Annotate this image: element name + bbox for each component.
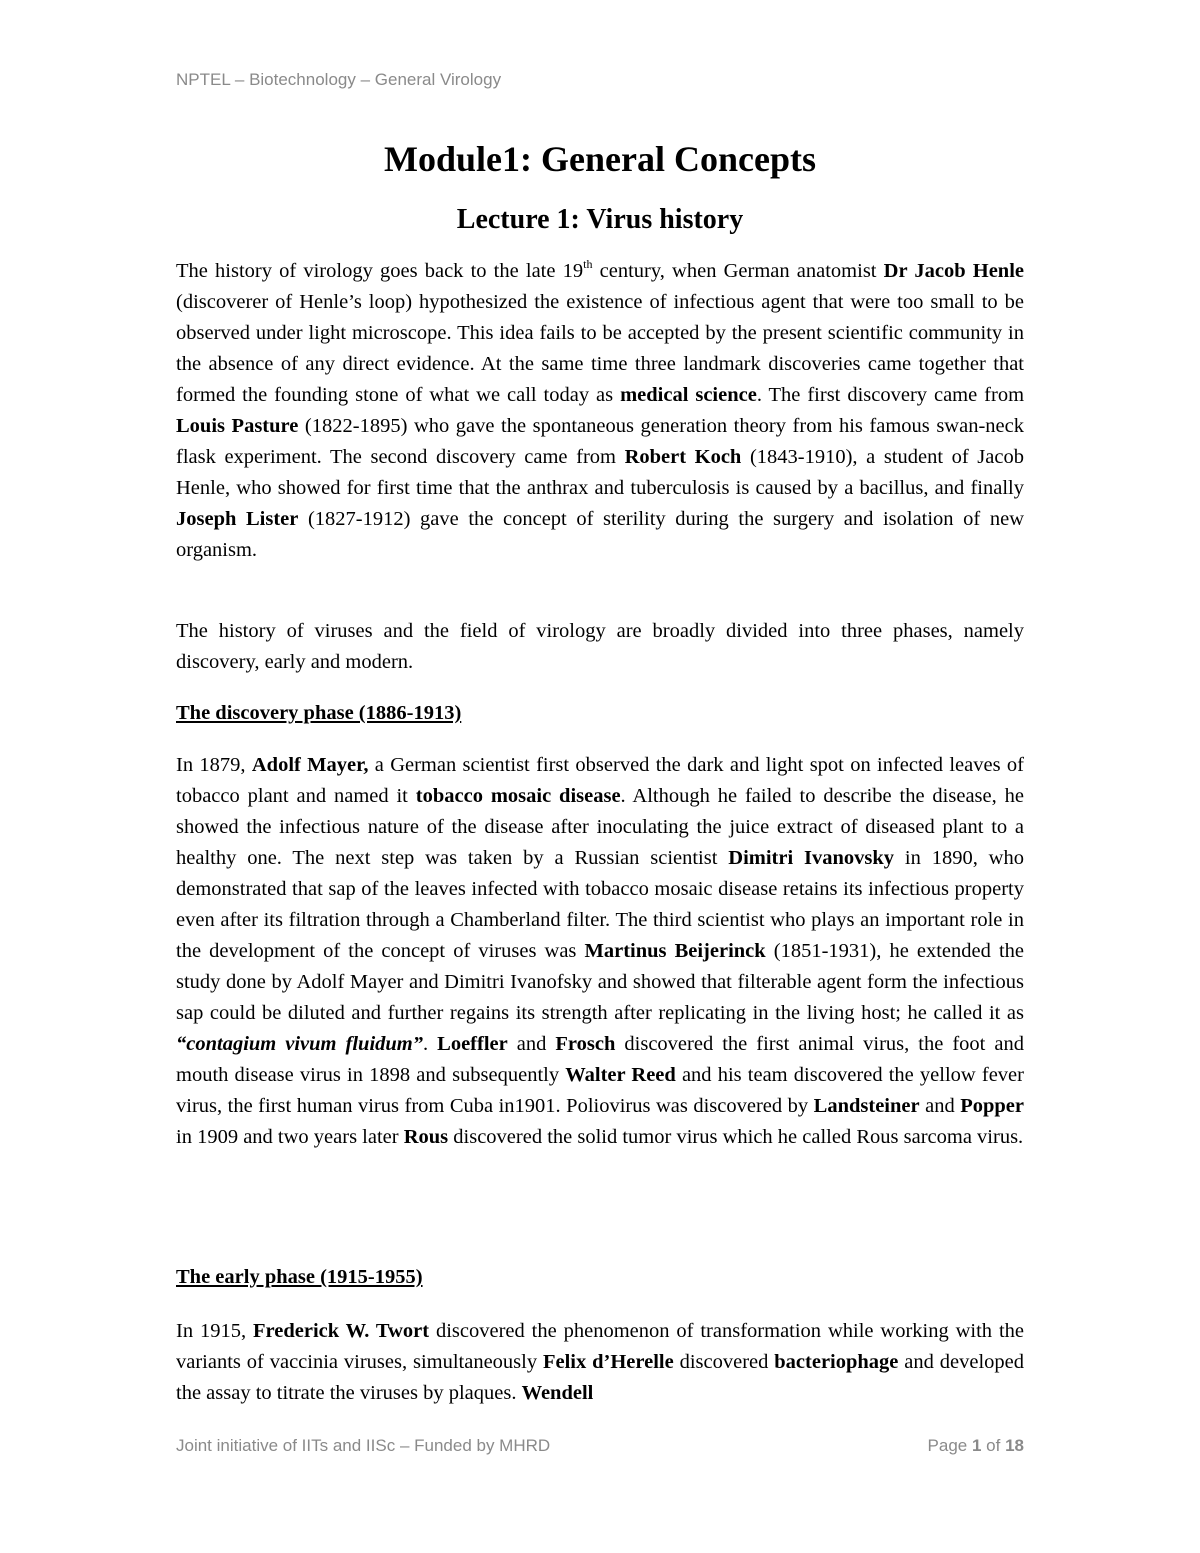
name-koch: Robert Koch — [624, 446, 742, 468]
paragraph-early: In 1915, Frederick W. Twort discovered the phenomenon of transformation while working with the variants of vaccinia viruses, simultaneously Felix d’Herelle discovered bacteriophage and developed the assay to titrate the viruses by plaques. Wendell — [176, 1320, 1025, 1404]
name-landsteiner: Landsteiner — [813, 1095, 920, 1117]
name-lister: Joseph Lister — [176, 508, 299, 530]
page-number: Page 1 of 18 — [927, 1436, 1024, 1455]
module-title: Module1: General Concepts — [384, 139, 816, 179]
name-reed: Walter Reed — [565, 1064, 676, 1086]
term-tobacco-mosaic: tobacco mosaic disease — [415, 785, 621, 807]
name-dherelle: Felix d’Herelle — [542, 1351, 674, 1373]
superscript-th: th — [583, 257, 593, 271]
paragraph-discovery: In 1879, Adolf Mayer, a German scientist first observed the dark and light spot on infected leaves of tobacco plant and named it tobacco mosaic disease. Although he failed to describe the disease, he showed the infectious nature of the disease after inoculating the juice extract of diseased plant to a healthy one. The next step was taken by a Russian scientist Dimitri Ivanovsky in 1890, who demonstrated that sap of the leaves infected with tobacco mosaic disease retains its infectious property even after its filtration through a Chamberland filter. The third scientist who plays an important role in the development of the concept of viruses was Martinus Beijerinck (1851-1931), he extended the study done by Adolf Mayer and Dimitri Ivanofsky and showed that filterable agent form the infectious sap could be diluted and further regains its strength after replicating in the living host; he called it as “contagium vivum fluidum”. Loeffler and Frosch discovered the first animal virus, the foot and mouth disease virus in 1898 and subsequently Walter Reed and his team discovered the yellow fever virus, the first human virus from Cuba in1901. Poliovirus was discovered by Landsteiner and Popper in 1909 and two years later Rous discovered the solid tumor virus which he called Rous sarcoma virus. — [176, 754, 1024, 1148]
footer-credit: Joint initiative of IITs and IISc – Funded by MHRD — [176, 1436, 551, 1455]
name-pasture: Louis Pasture — [176, 415, 299, 437]
name-mayer: Adolf Mayer, — [251, 754, 369, 776]
paragraph-intro: The history of virology goes back to the late 19th century, when German anatomist Dr Jacob Henle (discoverer of Henle’s loop) hypothesized the existence of infectious agent that were too small to be observed under light microscope. This idea fails to be accepted by the present scientific community in the absence of any direct evidence. At the same time three landmark discoveries came together that formed the founding stone of what we call today as medical science. The first discovery came from Louis Pasture (1822-1895) who gave the spontaneous generation theory from his famous swan-neck flask experiment. The second discovery came from Robert Koch (1843-1910), a student of Jacob Henle, who showed for first time that the anthrax and tuberculosis is caused by a bacillus, and finally Joseph Lister (1827-1912) gave the concept of sterility during the surgery and isolation of new organism. — [176, 257, 1025, 561]
heading-early-phase: The early phase (1915-1955) — [176, 1266, 423, 1288]
lecture-title: Lecture 1: Virus history — [456, 204, 744, 235]
name-rous: Rous — [403, 1126, 449, 1148]
name-twort: Frederick W. Twort — [253, 1320, 430, 1342]
name-beijerinck: Martinus Beijerinck — [584, 940, 766, 962]
name-wendell: Wendell — [521, 1382, 594, 1404]
name-henle: Dr Jacob Henle — [883, 260, 1024, 282]
term-contagium: “contagium vivum fluidum” — [176, 1033, 423, 1055]
page-header: NPTEL – Biotechnology – General Virology — [176, 70, 502, 89]
name-loeffler: Loeffler — [437, 1033, 508, 1055]
term-bacteriophage: bacteriophage — [774, 1351, 899, 1373]
name-ivanovsky: Dimitri Ivanovsky — [728, 847, 895, 869]
name-frosch: Frosch — [555, 1033, 616, 1055]
paragraph-phases: The history of viruses and the field of virology are broadly divided into three phases, namely discovery, early and modern. — [176, 620, 1024, 673]
heading-discovery-phase: The discovery phase (1886-1913) — [176, 702, 462, 724]
term-medical-science: medical science — [620, 384, 757, 406]
name-popper: Popper — [960, 1095, 1024, 1117]
